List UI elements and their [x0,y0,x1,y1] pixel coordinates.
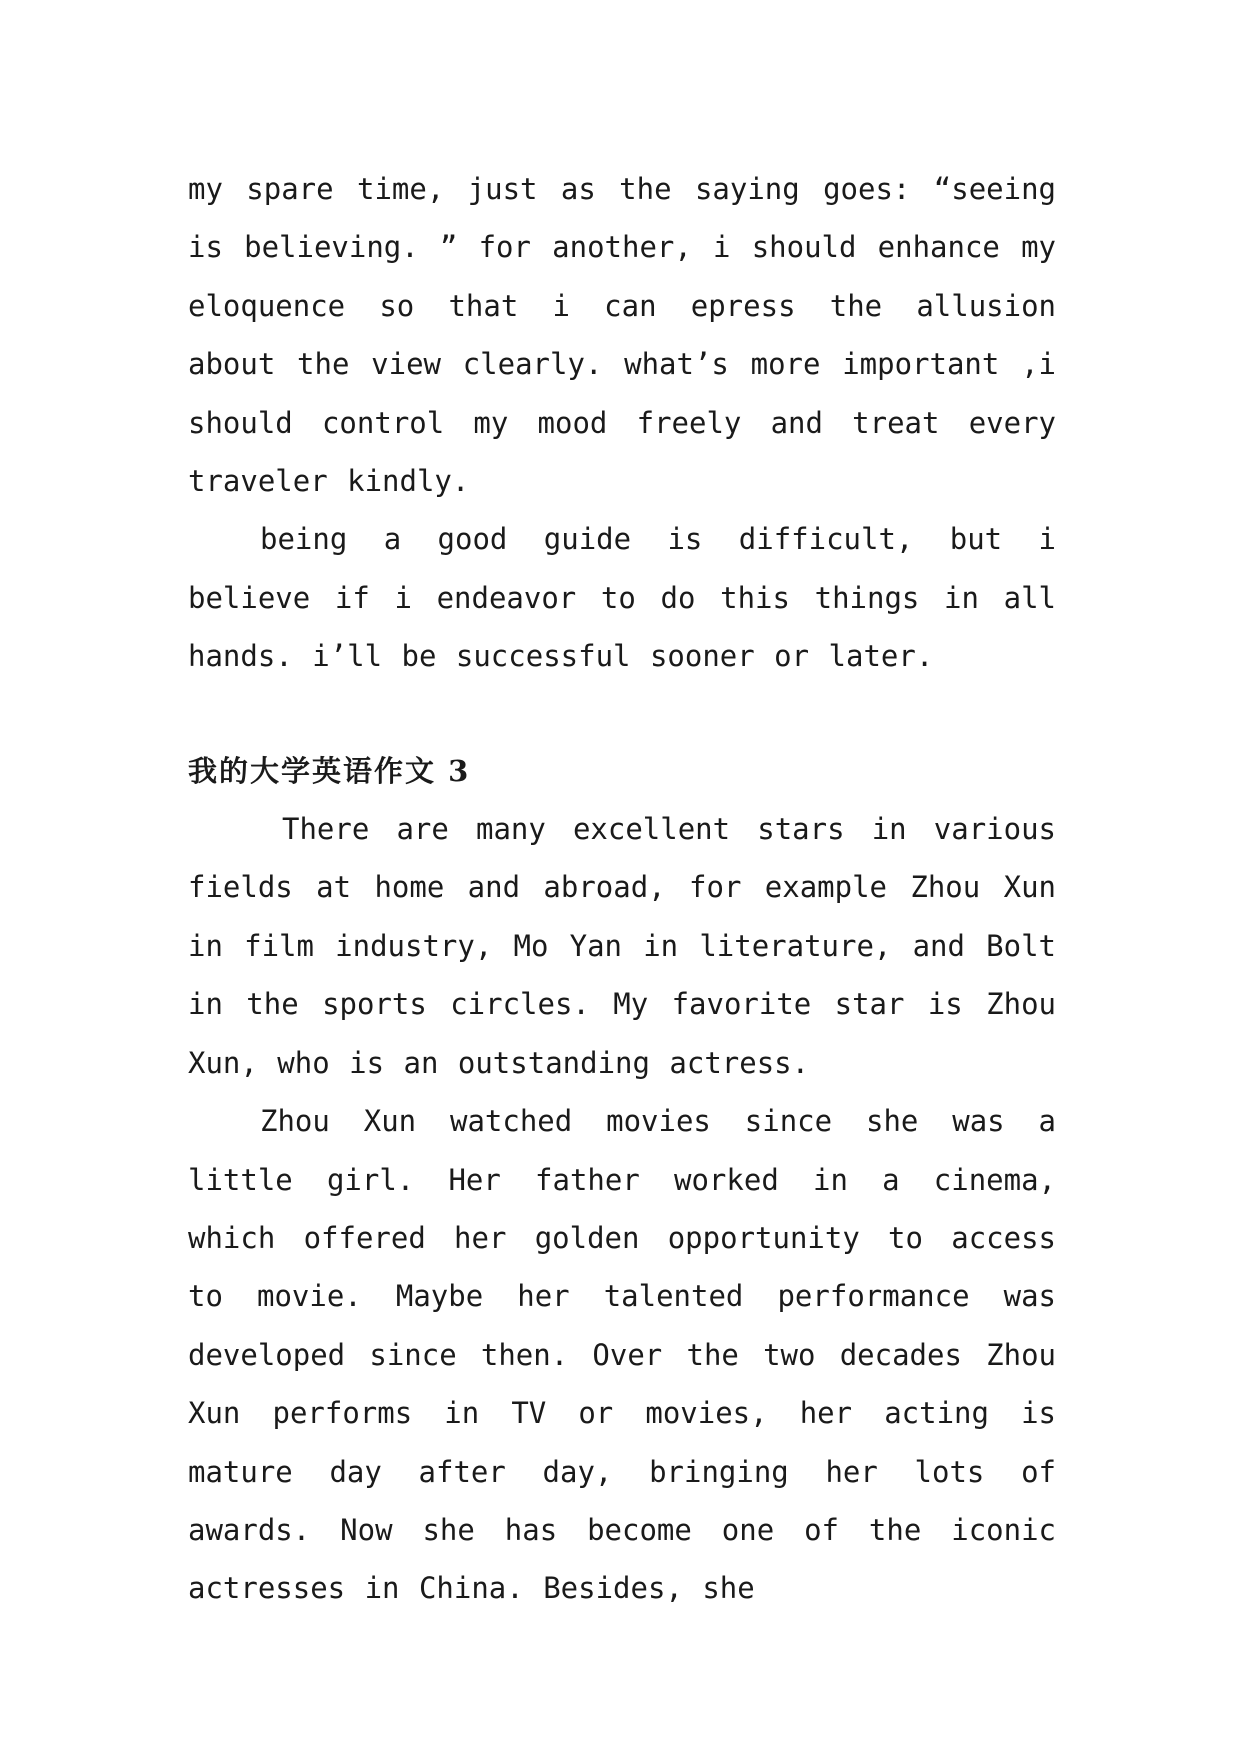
closing-paragraph: being a good guide is difficult, but i believe if i endeavor to do this things in all hands. i’ll be successful sooner or later. [188,522,1056,674]
essay-paragraph-1: There are many excellent stars in various fields at home and abroad, for example Zhou Xun in film industry, Mo Yan in literature, and Bolt in the sports circles. My favorite star is Zhou Xun, who is an outstanding actress. [188,812,1056,1080]
section-title: 我的大学英语作文 3 [188,753,471,788]
document-body [188,160,1056,1618]
essay-paragraph-2: Zhou Xun watched movies since she was a little girl. Her father worked in a cinema, which offered her golden opportunity to access to movie. Maybe her talented performance was developed since then. Over the two decades Zhou Xun performs in TV or movies, her acting is mature day after day, bringing her lots of awards. Now she has become one of the iconic actresses in China. Besides, she [188,1104,1056,1606]
continued-paragraph: my spare time, just as the saying goes: “seeing is believing. ” for another, i should enhance my eloquence so that i can epress the allusion about the view clearly. what’s more important ,i should control my mood freely and treat every traveler kindly. [188,172,1056,499]
